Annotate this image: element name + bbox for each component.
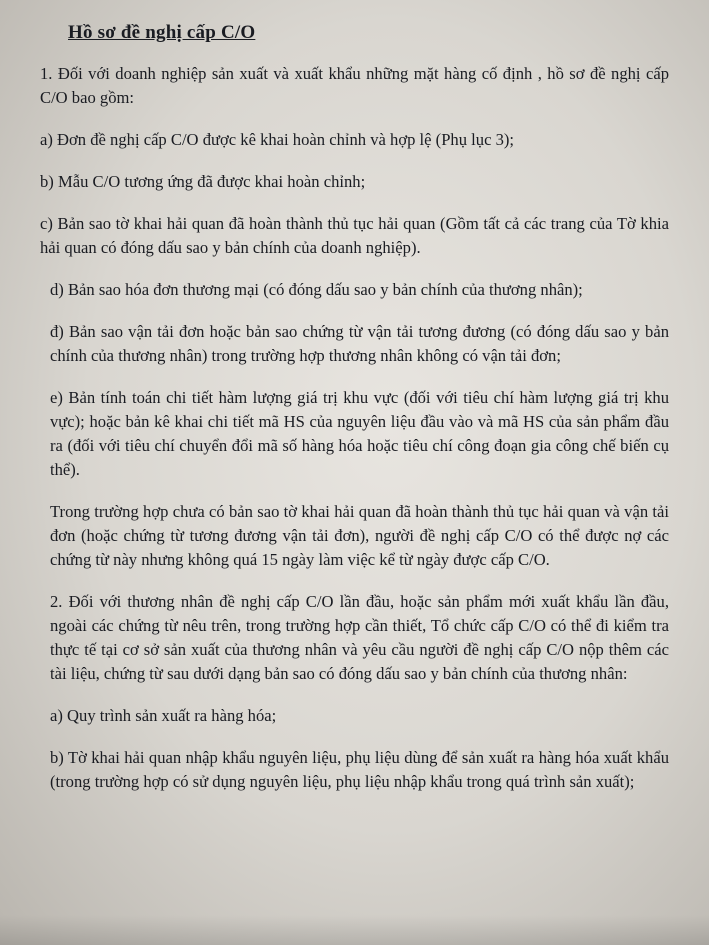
- paragraph-item-d: d) Bản sao hóa đơn thương mại (có đóng dấu sao y bản chính của thương nhân);: [50, 280, 583, 299]
- paragraph-item-e: e) Bản tính toán chi tiết hàm lượng giá trị khu vực (đối với tiêu chí hàm lượng giá trị khu vực); hoặc bản kê khai chi tiết mã HS của nguyên liệu đầu vào và mã HS của sản phẩm đầu ra (đối với tiêu chí chuyển đổi mã số hàng hóa hoặc tiêu chí công đoạn gia công chế biến cụ thể).: [50, 388, 669, 479]
- paragraph-section-1: 1. Đối với doanh nghiệp sản xuất và xuất khẩu những mặt hàng cố định , hồ sơ đề nghị cấp C/O bao gồm:: [40, 64, 669, 107]
- paragraph-item-2a: a) Quy trình sản xuất ra hàng hóa;: [50, 706, 277, 725]
- paragraph-item-b: b) Mẫu C/O tương ứng đã được khai hoàn chỉnh;: [40, 172, 366, 191]
- paragraph-note: Trong trường hợp chưa có bản sao tờ khai hải quan đã hoàn thành thủ tục hải quan và vận tải đơn (hoặc chứng từ tương đương vận tải đơn), người đề nghị cấp C/O có thể được nợ các chứng từ này nhưng không quá 15 ngày làm việc kể từ ngày được cấp C/O.: [50, 502, 669, 569]
- paragraph-item-2b: b) Tờ khai hải quan nhập khẩu nguyên liệu, phụ liệu dùng để sản xuất ra hàng hóa xuất khẩu (trong trường hợp có sử dụng nguyên liệu, phụ liệu nhập khẩu trong quá trình sản xuất);: [50, 748, 669, 791]
- document-title: Hồ sơ đề nghị cấp C/O: [68, 22, 256, 43]
- page-bottom-shadow: [0, 915, 709, 945]
- paragraph-item-dd: đ) Bản sao vận tải đơn hoặc bản sao chứng từ vận tải tương đương (có đóng dấu sao y bản chính của thương nhân) trong trường hợp thương nhân không có vận tải đơn;: [50, 322, 669, 365]
- paragraph-item-a: a) Đơn đề nghị cấp C/O được kê khai hoàn chỉnh và hợp lệ (Phụ lục 3);: [40, 130, 515, 149]
- paragraph-item-c: c) Bản sao tờ khai hải quan đã hoàn thành thủ tục hải quan (Gồm tất cả các trang của Tờ khia hải quan có đóng dấu sao y bản chính của doanh nghiệp).: [40, 214, 669, 257]
- paragraph-section-2: 2. Đối với thương nhân đề nghị cấp C/O lần đầu, hoặc sản phẩm mới xuất khẩu lần đầu, ngoài các chứng từ nêu trên, trong trường hợp cần thiết, Tổ chức cấp C/O có thể đi kiểm tra thực tế tại cơ sở sản xuất của thương nhân và yêu cầu người đề nghị cấp C/O nộp thêm các tài liệu, chứng từ sau dưới dạng bản sao có đóng dấu sao y bản chính của thương nhân:: [50, 592, 669, 683]
